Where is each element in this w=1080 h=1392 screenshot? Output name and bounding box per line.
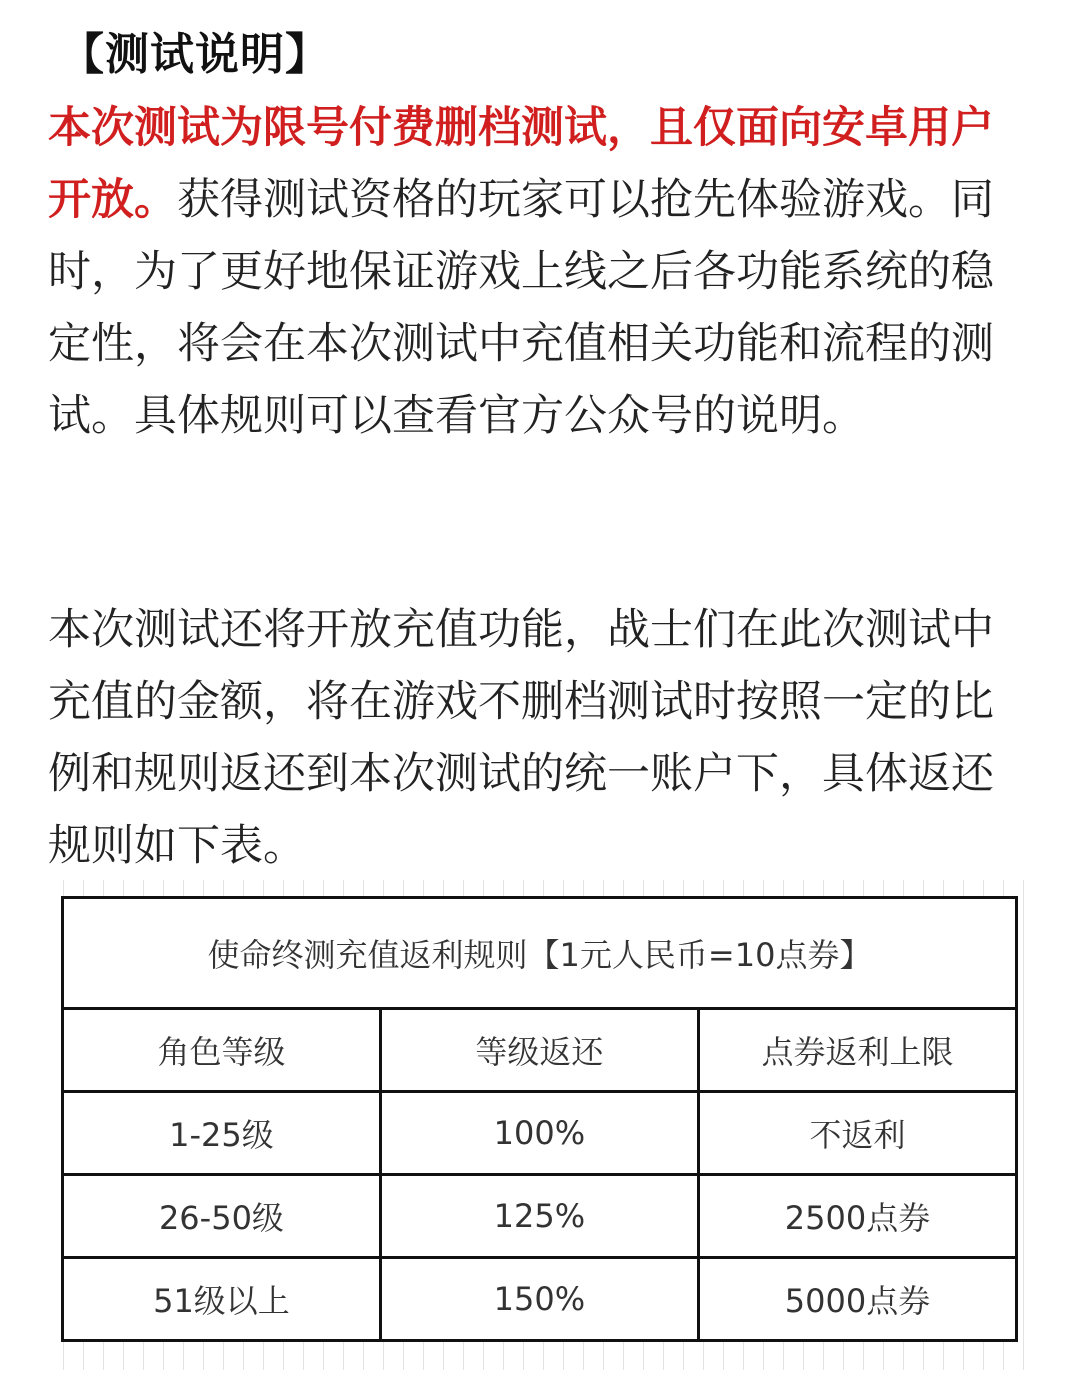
section-title: 【测试说明】 (60, 29, 330, 80)
header-voucher-cap: 点券返利上限 (698, 1009, 1016, 1092)
table-title-row (63, 898, 1017, 1009)
intro-text: 获得测试资格的玩家可以抢先体验游戏。同时，为了更好地保证游戏上线之后各功能系统的稳定性，将会在本次测试中充值相关功能和流程的测试。具体规则可以查看官方公众号的说明。 (48, 175, 994, 441)
header-role-level: 角色等级 (63, 1009, 381, 1092)
cell-return: 125% (380, 1175, 698, 1258)
cell-level: 26-50级 (63, 1175, 381, 1258)
cell-level: 1-25级 (63, 1092, 381, 1175)
cell-return: 150% (380, 1258, 698, 1341)
table-title: 使命终测充值返利规则【1元人民币=10点券】 (63, 898, 1017, 1009)
rebate-table-container (44, 880, 1036, 1370)
recharge-paragraph: 本次测试还将开放充值功能，战士们在此次测试中充值的金额，将在游戏不删档测试时按照一定的比例和规则返还到本次测试的统一账户下，具体返还规则如下表。 (48, 605, 994, 871)
table-header-row (63, 1009, 1017, 1092)
table-row (63, 1175, 1017, 1258)
cell-level: 51级以上 (63, 1258, 381, 1341)
cell-cap: 不返利 (698, 1092, 1016, 1175)
intro-paragraph (48, 92, 1018, 452)
intro-highlight: 本次测试为限号付费删档测试，且仅面向安卓用户开放。 (48, 103, 994, 225)
rebate-table (61, 896, 1018, 1342)
cell-cap: 2500点券 (698, 1175, 1016, 1258)
cell-return: 100% (380, 1092, 698, 1175)
table-row (63, 1258, 1017, 1341)
table-row (63, 1092, 1017, 1175)
header-level-return: 等级返还 (380, 1009, 698, 1092)
cell-cap: 5000点券 (698, 1258, 1016, 1341)
